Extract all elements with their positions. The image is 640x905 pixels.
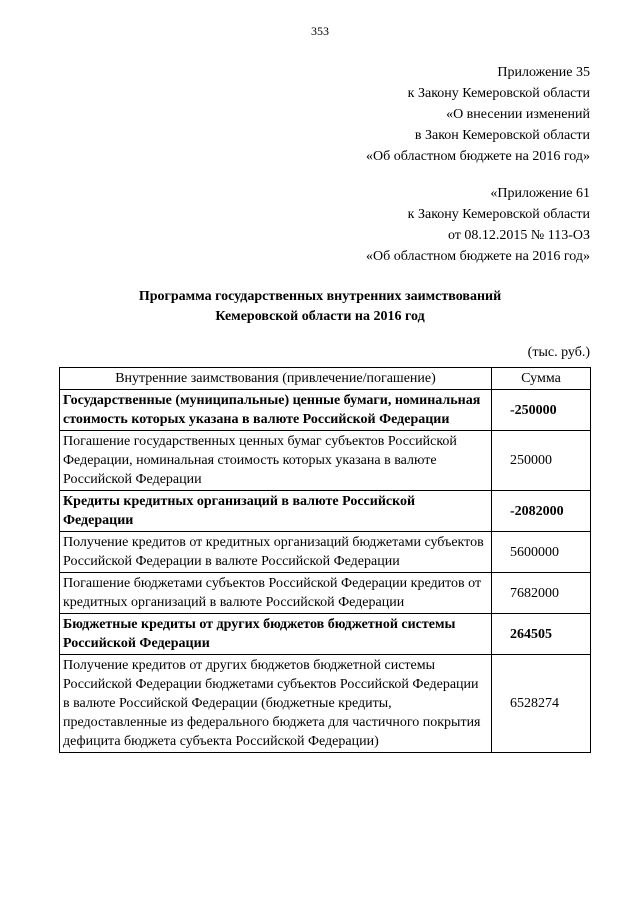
column-header-item: Внутренние заимствования (привлечение/погашение) — [60, 368, 492, 390]
row-amount: 5600000 — [492, 532, 591, 573]
appendix-line: Приложение 35 — [497, 65, 590, 80]
appendix-line: «Об областном бюджете на 2016 год» — [366, 249, 590, 264]
row-item: Бюджетные кредиты от других бюджетов бюджетной системы Российской Федерации — [60, 614, 492, 655]
page-number: 353 — [311, 24, 329, 38]
document-title — [0, 287, 640, 327]
table-row — [60, 431, 591, 491]
appendix-line: к Закону Кемеровской области — [407, 86, 590, 101]
row-amount: 250000 — [492, 431, 591, 491]
borrowings-table — [59, 367, 591, 753]
row-amount: 6528274 — [492, 655, 591, 753]
appendix-35-header — [366, 62, 590, 167]
table-row — [60, 491, 591, 532]
appendix-line: от 08.12.2015 № 113-ОЗ — [447, 228, 590, 243]
table-row — [60, 390, 591, 431]
title-line: Программа государственных внутренних заимствований — [138, 289, 502, 304]
column-header-sum: Сумма — [492, 368, 591, 390]
row-amount: 7682000 — [492, 573, 591, 614]
row-item: Получение кредитов от кредитных организаций бюджетами субъектов Российской Федерации в валюте Российской Федерации — [60, 532, 492, 573]
table-row — [60, 655, 591, 753]
appendix-line: «Об областном бюджете на 2016 год» — [366, 149, 590, 164]
table-row — [60, 614, 591, 655]
appendix-line: «О внесении изменений — [446, 107, 590, 122]
table-row — [60, 573, 591, 614]
row-item: Погашение бюджетами субъектов Российской Федерации кредитов от кредитных организаций в валюте Российской Федерации — [60, 573, 492, 614]
row-amount: -250000 — [492, 390, 591, 431]
row-item: Погашение государственных ценных бумаг субъектов Российской Федерации, номинальная стоимость которых указана в валюте Российской Федерации — [60, 431, 492, 491]
row-item: Получение кредитов от других бюджетов бюджетной системы Российской Федерации бюджетами субъектов Российской Федерации в валюте Российской Федерации (бюджетные кредиты, предоставленные из федерального бюджета для частичного покрытия дефицита бюджета субъекта Российской Федерации) — [60, 655, 492, 753]
title-line: Кемеровской области на 2016 год — [215, 309, 425, 324]
appendix-line: «Приложение 61 — [490, 186, 590, 201]
table-header-row — [60, 368, 591, 390]
appendix-line: в Закон Кемеровской области — [414, 128, 590, 143]
units-label: (тыс. руб.) — [527, 345, 590, 360]
table-row — [60, 532, 591, 573]
row-amount: 264505 — [492, 614, 591, 655]
appendix-61-header — [366, 183, 590, 267]
row-amount: -2082000 — [492, 491, 591, 532]
row-item: Государственные (муниципальные) ценные бумаги, номинальная стоимость которых указана в валюте Российской Федерации — [60, 390, 492, 431]
row-item: Кредиты кредитных организаций в валюте Российской Федерации — [60, 491, 492, 532]
appendix-line: к Закону Кемеровской области — [407, 207, 590, 222]
